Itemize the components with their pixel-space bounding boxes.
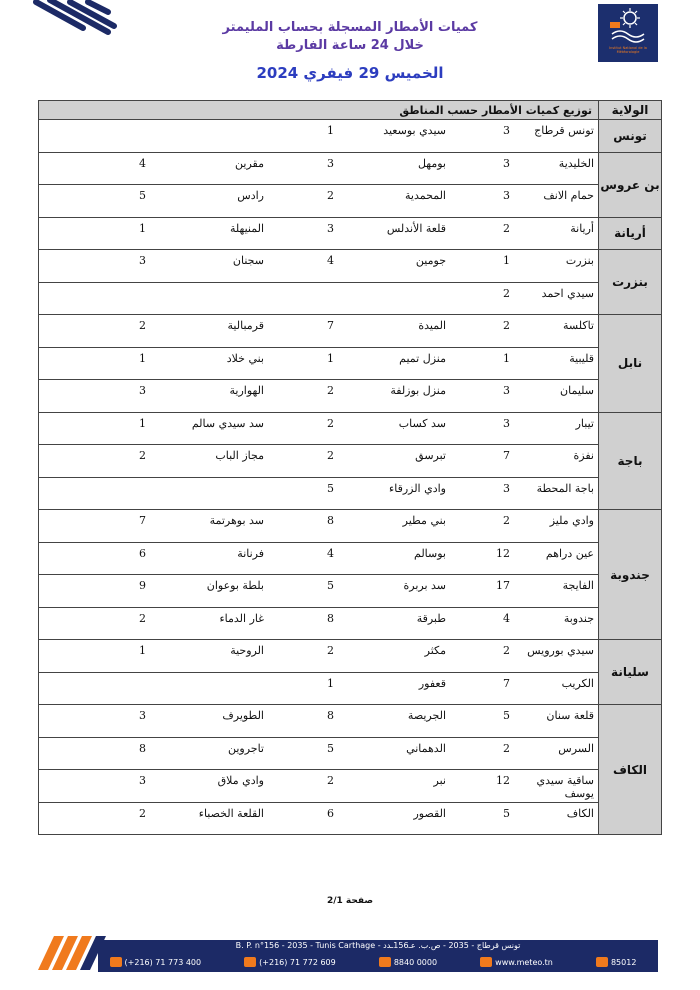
footer-contacts: [88, 954, 658, 970]
rainfall-value: 3: [139, 384, 146, 397]
station-name: طبرقة: [416, 611, 446, 625]
governorate-name: بن عروس: [599, 152, 662, 217]
station-name: باجة المحطة: [536, 481, 594, 495]
rainfall-value: 3: [503, 124, 510, 137]
rainfall-value: 2: [139, 449, 146, 462]
station-name: قليبية: [569, 351, 594, 365]
footer-sms: [596, 957, 636, 967]
phone-text: (+216) 71 773 400: [124, 957, 202, 967]
rainfall-value: 5: [503, 806, 510, 820]
station-row: [39, 640, 598, 673]
station-rows: [39, 412, 599, 510]
station-name: سد سيدي سالم: [191, 416, 264, 430]
station-rows: [39, 250, 599, 315]
station-rows: [39, 315, 599, 413]
governorate-name: الكاف: [599, 705, 662, 835]
station-name: الروحية: [230, 644, 264, 657]
station-row: [39, 738, 598, 771]
station-name: الدهماني: [406, 741, 446, 755]
rainfall-value: 2: [327, 774, 334, 787]
station-name: تاكلسة: [562, 319, 594, 332]
fax-text: (+216) 71 772 609: [259, 957, 336, 967]
rainfall-value: 6: [139, 546, 146, 560]
governorate-row: [39, 152, 662, 217]
station-name: [146, 673, 264, 677]
station-row: [39, 153, 598, 186]
rainfall-value: 1: [327, 351, 334, 365]
header-zones: توزيع كميات الأمطار حسب المناطق: [39, 101, 599, 120]
footer: [38, 928, 662, 970]
green-line-icon: [379, 957, 391, 967]
rainfall-value: 3: [503, 384, 510, 397]
station-name: رادس: [237, 189, 264, 202]
rainfall-value: 12: [496, 546, 510, 560]
station-name: نبر: [433, 774, 446, 787]
weather-logo-icon: [608, 8, 648, 44]
rainfall-value: 2: [503, 514, 510, 527]
station-name: المنيهلة: [229, 221, 264, 235]
station-name: بومهل: [417, 156, 446, 170]
fax-icon: [244, 957, 256, 967]
rainfall-value: 5: [139, 189, 146, 202]
station-name: حمام الانف: [543, 189, 594, 202]
station-name: بني خلاد: [226, 351, 264, 365]
rainfall-value: 1: [503, 351, 510, 365]
station-name: الخليدية: [558, 156, 594, 170]
governorate-row: [39, 250, 662, 315]
rainfall-value: 2: [503, 319, 510, 332]
logo-text: Institut National de la Météorologie: [609, 46, 647, 54]
rainfall-value: 2: [139, 806, 146, 820]
governorate-row: [39, 705, 662, 835]
rainfall-value: 5: [327, 741, 334, 755]
rainfall-value: 2: [327, 384, 334, 397]
governorate-row: [39, 510, 662, 640]
station-row: [39, 348, 598, 381]
station-name: الهوارية: [229, 384, 264, 397]
rainfall-value: 8: [327, 709, 334, 722]
station-name: السرس: [558, 741, 594, 755]
station-name: ساقية سيدي يوسف: [536, 774, 594, 800]
station-name: سد بربرة: [403, 579, 446, 592]
rainfall-value: 1: [327, 676, 334, 690]
rainfall-value: 7: [327, 319, 334, 332]
station-name: منزل بوزلفة: [390, 384, 446, 397]
rainfall-value: 3: [503, 156, 510, 170]
rainfall-value: 2: [503, 221, 510, 235]
rainfall-value: 2: [327, 449, 334, 462]
institute-logo: [598, 4, 658, 62]
footer-phone: [110, 957, 202, 967]
rainfall-value: 2: [139, 319, 146, 332]
governorate-row: [39, 412, 662, 510]
rainfall-value: 4: [327, 254, 334, 267]
station-name: سيدي بوسعيد: [383, 124, 446, 137]
station-row: [39, 478, 598, 510]
table-body: [39, 120, 662, 835]
sms-text: 85012: [610, 957, 637, 967]
governorate-name: نابل: [599, 315, 662, 413]
footer-fax: [244, 957, 336, 967]
rainfall-value: 3: [503, 189, 510, 202]
rainfall-value: [66, 283, 146, 287]
title-line-1: كميات الأمطار المسجلة بحساب المليمتر: [222, 20, 478, 35]
header-governorate: الولاية: [599, 101, 662, 120]
station-name: تونس قرطاج: [534, 124, 594, 137]
governorate-name: سليانة: [599, 640, 662, 705]
station-name: الجريصة: [407, 709, 446, 722]
rainfall-value: 2: [139, 611, 146, 625]
rainfall-value: 3: [327, 221, 334, 235]
station-name: الكاف: [566, 806, 594, 820]
station-name: مقرين: [235, 156, 264, 170]
station-row: [39, 445, 598, 478]
station-row: [39, 218, 598, 250]
station-name: [146, 478, 264, 482]
station-name: القصور: [413, 806, 446, 820]
station-name: منزل تميم: [399, 351, 446, 365]
governorate-row: [39, 120, 662, 153]
station-name: قرمبالية: [227, 319, 264, 332]
rainfall-value: 4: [503, 611, 510, 625]
station-name: قلعة الأندلس: [386, 221, 446, 235]
station-name: مكثر: [424, 644, 446, 657]
station-row: [39, 608, 598, 640]
phone-icon: [110, 957, 122, 967]
station-row: [39, 803, 598, 835]
rainfall-value: 1: [327, 124, 334, 137]
web-text[interactable]: www.meteo.tn: [495, 957, 553, 967]
rainfall-value: 1: [503, 254, 510, 267]
rainfall-value: 17: [496, 579, 510, 592]
governorate-name: تونس: [599, 120, 662, 153]
station-rows: [39, 705, 599, 835]
table-header-row: [39, 101, 662, 120]
station-name: قلعة سنان: [546, 709, 594, 722]
station-name: سد كساب: [398, 416, 446, 430]
station-row: [39, 705, 598, 738]
report-date: الخميس 29 فيفري 2024: [256, 64, 444, 82]
rainfall-value: 3: [503, 481, 510, 495]
rainfall-value: 3: [327, 156, 334, 170]
station-row: [39, 185, 598, 217]
governorate-row: [39, 217, 662, 250]
rainfall-value: [66, 478, 146, 482]
rainfall-value: 5: [503, 709, 510, 722]
rainfall-value: [66, 673, 146, 677]
rainfall-value: 5: [327, 579, 334, 592]
rainfall-value: 7: [139, 514, 146, 527]
title-line-2: خلال 24 ساعة الفارطة: [276, 38, 424, 53]
station-name: نفزة: [573, 449, 594, 462]
station-row: [39, 510, 598, 543]
rainfall-value: 3: [503, 416, 510, 430]
station-name: سجنان: [232, 254, 264, 267]
station-name: عين دراهم: [545, 546, 594, 560]
station-name: [146, 120, 264, 124]
rainfall-value: 2: [327, 644, 334, 657]
station-rows: [39, 640, 599, 705]
station-name: وادي ملاق: [217, 774, 264, 787]
station-row: [39, 315, 598, 348]
rainfall-value: 2: [327, 416, 334, 430]
rainfall-value: 5: [327, 481, 334, 495]
governorate-row: [39, 315, 662, 413]
governorate-name: جندوبة: [599, 510, 662, 640]
rainfall-value: [66, 120, 146, 124]
station-row: [39, 413, 598, 446]
station-rows: [39, 217, 599, 250]
rainfall-value: 7: [503, 449, 510, 462]
station-row: [39, 673, 598, 705]
station-name: تيبار: [575, 416, 594, 430]
station-row: [39, 120, 598, 152]
rainfall-value: 3: [139, 709, 146, 722]
station-name: [146, 283, 264, 287]
station-name: جومين: [415, 254, 446, 267]
page-number: صفحة 2/1: [326, 896, 374, 906]
rainfall-value: 1: [139, 351, 146, 365]
station-name: وادي مليز: [549, 514, 594, 527]
rainfall-value: 6: [327, 806, 334, 820]
rainfall-value: 4: [139, 156, 146, 170]
rainfall-value: 8: [327, 611, 334, 625]
station-name: مجاز الباب: [215, 449, 264, 462]
station-name: وادي الزرقاء: [389, 481, 446, 495]
governorate-name: بنزرت: [599, 250, 662, 315]
station-name: القلعة الخصباء: [198, 806, 264, 820]
station-name: سد بوهرتمة: [209, 514, 264, 527]
rainfall-table: [38, 100, 662, 835]
web-icon: [480, 957, 492, 967]
station-name: بنزرت: [565, 254, 594, 267]
station-row: [39, 575, 598, 608]
station-name: فرنانة: [237, 546, 264, 560]
station-row: [39, 283, 598, 315]
rainfall-value: 4: [327, 546, 334, 560]
station-name: المحمدية: [405, 189, 446, 202]
rainfall-value: 12: [496, 774, 510, 787]
rainfall-value: 7: [503, 676, 510, 690]
station-name: الفايجة: [562, 579, 594, 592]
station-rows: [39, 120, 599, 153]
rainfall-value: 3: [139, 774, 146, 787]
rainfall-value: 1: [139, 221, 146, 235]
station-name: الطويرف: [222, 709, 264, 722]
governorate-name: أريانة: [599, 217, 662, 250]
rainfall-value: 9: [139, 579, 146, 592]
station-name: بلطة بوعوان: [206, 579, 264, 592]
station-name: تبرسق: [415, 449, 446, 462]
station-row: [39, 770, 598, 803]
station-name: الكريب: [561, 676, 594, 690]
station-row: [39, 250, 598, 283]
green-line-text: 8840 0000: [393, 957, 438, 967]
rainfall-value: 2: [327, 189, 334, 202]
rainfall-value: 8: [139, 741, 146, 755]
rainfall-value: [264, 283, 334, 287]
station-name: غار الدماء: [219, 611, 264, 625]
station-name: جندوبة: [563, 611, 594, 625]
station-row: [39, 543, 598, 576]
station-name: قعفور: [418, 676, 446, 690]
footer-green-line: [379, 957, 437, 967]
rainfall-value: 2: [503, 644, 510, 657]
rainfall-value: 8: [327, 514, 334, 527]
rainfall-value: 2: [503, 741, 510, 755]
station-name: [334, 283, 446, 287]
station-rows: [39, 152, 599, 217]
station-name: بوسالم: [414, 546, 446, 560]
rainfall-value: 1: [139, 416, 146, 430]
station-name: أريانة: [570, 221, 594, 235]
rainfall-value: 2: [503, 286, 510, 300]
footer-address: B. P. n°156 - 2035 - Tunis Carthage - تونس قرطاج - 2035 - ص.ب. عـ156ـدد: [235, 941, 521, 950]
rainfall-value: 3: [139, 254, 146, 267]
station-row: [39, 380, 598, 412]
governorate-name: باجة: [599, 412, 662, 510]
station-name: سيدي احمد: [541, 286, 594, 300]
sms-icon: [596, 957, 608, 967]
station-name: تاجروين: [227, 741, 264, 755]
governorate-row: [39, 640, 662, 705]
station-name: سيدي بورويس: [527, 644, 594, 657]
station-name: الميدة: [418, 319, 446, 332]
footer-web[interactable]: [480, 957, 553, 967]
decorative-stripes-icon: [28, 0, 118, 50]
rainfall-value: 1: [139, 644, 146, 657]
station-name: سليمان: [560, 384, 594, 397]
station-name: بني مطير: [402, 514, 446, 527]
station-rows: [39, 510, 599, 640]
